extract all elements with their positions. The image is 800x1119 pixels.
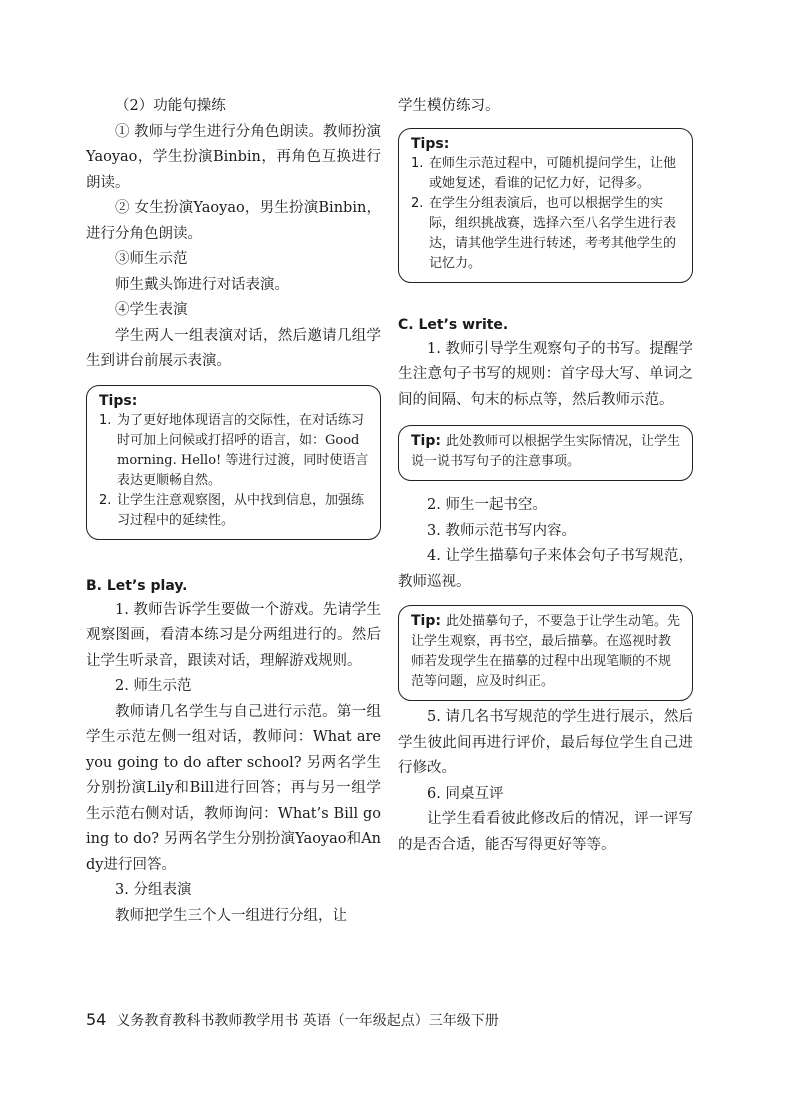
tips-title: Tips: bbox=[411, 135, 450, 152]
b3-paragraph: 教师把学生三个人一组进行分组，让 bbox=[115, 907, 347, 924]
tips-item-text: 在学生分组表演后，也可以根据学生的实际，组织挑战赛，选择六至八名学生进行表达，请其他学生进行转述，考考其他学生的记忆力。 bbox=[429, 195, 677, 271]
tip-text: 此处教师可以根据学生实际情况，让学生说一说书写句子的注意事项。 bbox=[411, 434, 680, 469]
step-4-title: ④学生表演 bbox=[115, 302, 188, 318]
c5-paragraph: 5. 请几名书写规范的学生进行展示，然后学生彼此间再进行评价，最后每位学生自己进行修改。 bbox=[398, 709, 693, 776]
tip-text: 此处描摹句子，不要急于让学生动笔。先让学生观察，再书空，最后描摹。在巡视时教师若发现学生在描摹的过程中出现笔顺的不规范等问题，应及时纠正。 bbox=[411, 614, 680, 689]
continued-text: 学生模仿练习。 bbox=[398, 98, 500, 114]
c2-paragraph: 2. 师生一起书空。 bbox=[427, 497, 547, 513]
page-footer bbox=[86, 1010, 499, 1031]
tips-item-text: 让学生注意观察图，从中找到信息，加强练习过程中的延续性。 bbox=[117, 492, 365, 528]
section-c-heading: C. Let’s write. bbox=[398, 316, 509, 333]
section-b-heading: B. Let’s play. bbox=[86, 577, 188, 594]
tips-title: Tips: bbox=[99, 392, 138, 409]
tips-item-number: 1. bbox=[411, 155, 424, 171]
page-number: 54 bbox=[86, 1010, 107, 1029]
b2-paragraph: 教师请几名学生与自己进行示范。第一组学生示范左侧一组对话，教师问：What are you going to do after school? 另两名学生分别扮演Lily和Bill进行回答；再与另一组学生示范右侧对话，教师询问：What’s Bill going to do? 另两名学生分别扮演Yaoyao和Andy进行回答。 bbox=[86, 703, 381, 873]
tip-title: Tip: bbox=[411, 613, 441, 629]
b2-title: 2. 师生示范 bbox=[115, 678, 192, 694]
tips-item-number: 2. bbox=[411, 195, 424, 211]
b1-paragraph: 1. 教师告诉学生要做一个游戏。先请学生观察图画，看清本练习是分两组进行的。然后让学生听录音，跟读对话，理解游戏规则。 bbox=[86, 601, 381, 669]
b3-title: 3. 分组表演 bbox=[115, 882, 192, 898]
tips-item bbox=[99, 491, 370, 531]
tips-item-text: 为了更好地体现语言的交际性，在对话练习时可加上问候或打招呼的语言，如：Good morning. Hello! 等进行过渡，同时使语言表达更顺畅自然。 bbox=[117, 412, 369, 488]
tip-box-4 bbox=[398, 605, 693, 701]
c6-paragraph: 让学生看看彼此修改后的情况，评一评写的是否合适，能否写得更好等等。 bbox=[398, 811, 693, 853]
step-3-text: 师生戴头饰进行对话表演。 bbox=[115, 276, 289, 293]
subsection-heading: （2）功能句操练 bbox=[115, 98, 226, 114]
tips-box-2 bbox=[398, 128, 693, 283]
tips-item bbox=[411, 194, 682, 274]
c1-paragraph: 1. 教师引导学生观察句子的书写。提醒学生注意句子书写的规则：首字母大写、单词之间的间隔、句末的标点等，然后教师示范。 bbox=[398, 340, 693, 408]
step-4-text: 学生两人一组表演对话，然后邀请几组学生到讲台前展示表演。 bbox=[86, 327, 381, 369]
tips-item-text: 在师生示范过程中，可随机提问学生，让他或她复述，看谁的记忆力好，记得多。 bbox=[429, 155, 677, 191]
step-2-paragraph: ② 女生扮演Yaoyao，男生扮演Binbin，进行分角色朗读。 bbox=[86, 200, 381, 242]
tips-item-number: 2. bbox=[99, 492, 112, 508]
tip-title: Tip: bbox=[411, 433, 441, 449]
step-3-title: ③师生示范 bbox=[115, 251, 188, 267]
tips-item bbox=[411, 154, 682, 194]
left-column bbox=[86, 94, 381, 929]
step-1-paragraph: ① 教师与学生进行分角色朗读。教师扮演Yaoyao，学生扮演Binbin，再角色互换进行朗读。 bbox=[86, 123, 381, 191]
c6-title: 6. 同桌互评 bbox=[427, 785, 504, 802]
right-column bbox=[398, 94, 693, 858]
tips-box-1 bbox=[86, 385, 381, 540]
tips-item bbox=[99, 411, 370, 491]
tips-item-number: 1. bbox=[99, 412, 112, 428]
book-title: 义务教育教科书教师教学用书 英语（一年级起点）三年级下册 bbox=[116, 1013, 499, 1029]
tip-box-3 bbox=[398, 425, 693, 481]
c4-paragraph: 4. 让学生描摹句子来体会句子书写规范，教师巡视。 bbox=[398, 548, 693, 590]
c3-paragraph: 3. 教师示范书写内容。 bbox=[427, 522, 576, 539]
